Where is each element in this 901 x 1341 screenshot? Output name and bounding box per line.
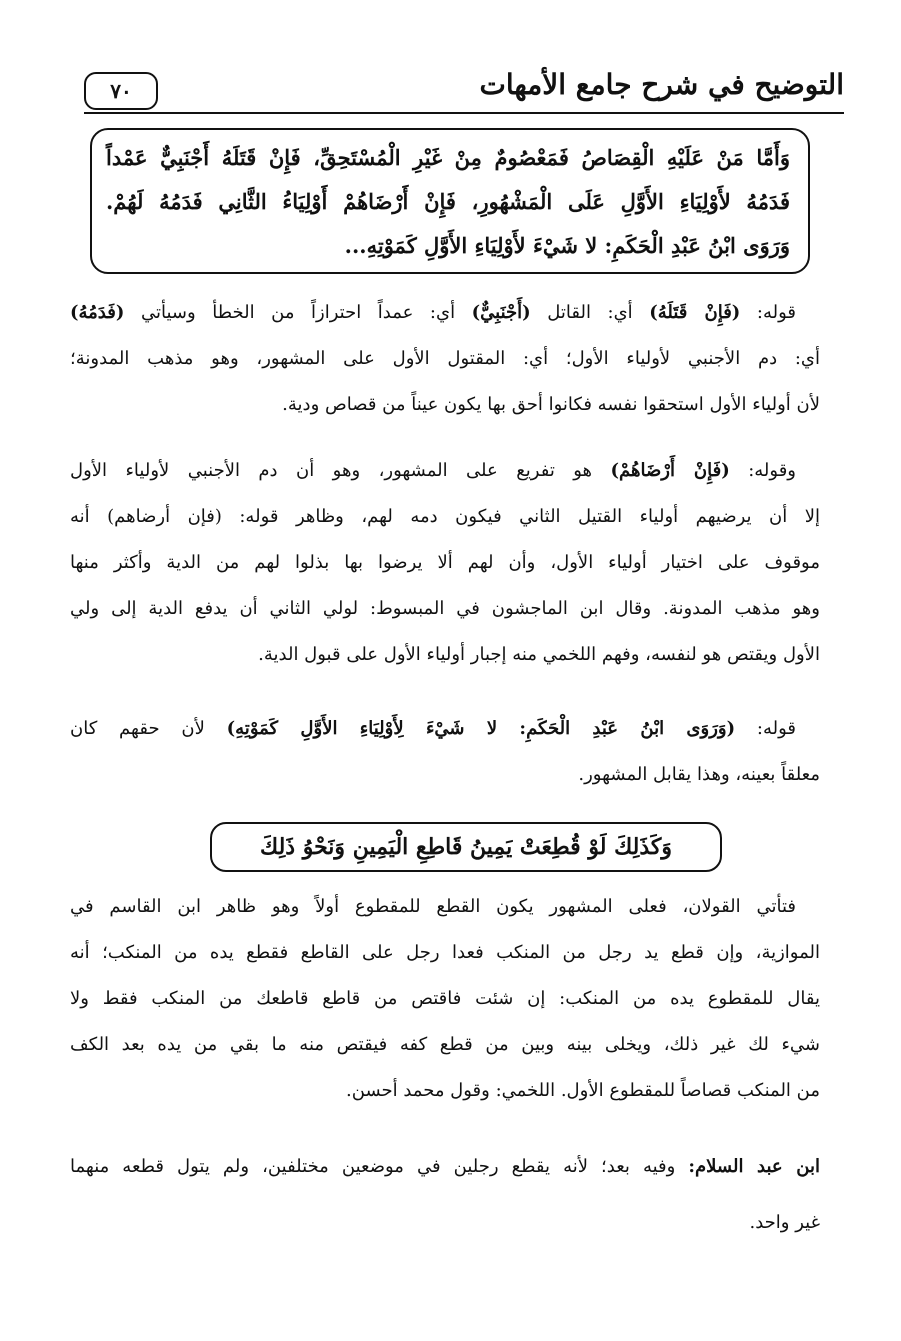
sub-heading-box: وَكَذَلِكَ لَوْ قُطِعَتْ يَمِينُ قَاطِعِ الْيَمِينِ وَنَحْوُ ذَلِكَ (210, 822, 722, 872)
commentary-paragraph-5 (70, 1144, 820, 1246)
text-run: وفيه بعد؛ لأنه يقطع رجلين في موضعين مختلفين، ولم يتول قطعه منهما (70, 1156, 689, 1177)
commentary-paragraph-4 (70, 884, 820, 1114)
paragraph-line: إلا أن يرضيهم أولياء القتيل الثاني فيكون دمه لهم، وظاهر قوله: (فإن أرضاهم) أنه (70, 506, 820, 527)
quoted-term: (فَإِنْ أَرْضَاهُمْ) (610, 460, 730, 481)
text-run: أي: عمداً احترازاً من الخطأ وسيأتي (124, 302, 472, 323)
main-text-line: وَرَوَى ابْنُ عَبْدِ الْحَكَمِ: لا شَيْءَ لأَوْلِيَاءِ الأَوَّلِ كَمَوْتِهِ... (344, 233, 790, 258)
paragraph-line: معلقاً بعينه، وهذا يقابل المشهور. (578, 764, 820, 785)
paragraph-line (70, 706, 820, 752)
main-text-line: وَأَمَّا مَنْ عَلَيْهِ الْقِصَاصُ فَمَعْصُومٌ مِنْ غَيْرِ الْمُسْتَحِقِّ، فَإِنْ قَتَلَهُ أَجْنَبِيٌّ عَمْداً (106, 145, 790, 170)
quoted-term: (فَإِنْ قَتَلَهُ) (649, 302, 741, 323)
main-text-line: فَدَمُهُ لأَوْلِيَاءِ الأَوَّلِ عَلَى الْمَشْهُورِ، فَإِنْ أَرْضَاهُمْ أَوْلِيَاءُ الثَّانِي فَدَمُهُ لَهُمْ. (106, 189, 790, 214)
paragraph-line: لأن أولياء الأول استحقوا نفسه فكانوا أحق بها يكون عيناً من قصاص ودية. (282, 394, 820, 415)
paragraph-line: موقوف على اختيار أولياء الأول، وأن لهم ألا يرضوا بها بذلوا لهم من الدية وأكثر منها (70, 552, 820, 573)
paragraph-line: يقال للمقطوع يده من المنكب: إن شئت فاقتص من قاطع قاطعك من المنكب فقط ولا (70, 988, 820, 1009)
quoted-term: (وَرَوَى ابْنُ عَبْدِ الْحَكَمِ: لا شَيْءَ لِأَوْلِيَاءِ الأَوَّلِ كَمَوْتِهِ) (226, 718, 736, 739)
commentary-paragraph-1 (70, 290, 820, 428)
paragraph-line (70, 448, 820, 494)
text-run: قوله: (735, 718, 796, 739)
text-run: قوله: (740, 302, 796, 323)
paragraph-line (70, 1144, 820, 1190)
quoted-term: (فَدَمُهُ) (70, 302, 125, 323)
page-header (84, 62, 844, 112)
paragraph-line: غير واحد. (749, 1212, 820, 1233)
paragraph-line: أي: دم الأجنبي لأولياء الأول؛ أي: المقتول الأول على المشهور، وهو مذهب المدونة؛ (70, 348, 820, 369)
text-run: وقوله: (729, 460, 796, 481)
commentary-paragraph-2 (70, 448, 820, 678)
paragraph-line: الموازية، وإن قطع يد رجل من المنكب فعدا رجل على القاطع فقطع يده من المنكب؛ أنه (70, 942, 820, 963)
header-divider (84, 112, 844, 114)
main-text-box (90, 128, 810, 274)
book-title: التوضيح في شرح جامع الأمهات (479, 68, 844, 101)
text-run: هو تفريع على المشهور، وهو أن دم الأجنبي لأولياء الأول (70, 460, 611, 481)
quoted-term: (أَجْنَبِيٌّ) (471, 302, 531, 323)
paragraph-line (70, 290, 820, 336)
paragraph-line: شيء لك غير ذلك، ويخلى بينه وبين من قطع كفه فيقتص منه ما بقي من يده بعد الكف (70, 1034, 820, 1055)
text-run: لأن حقهم كان (70, 718, 227, 739)
paragraph-line: فتأتي القولان، فعلى المشهور يكون القطع للمقطوع أولاً وهو ظاهر ابن القاسم في (70, 896, 796, 917)
page-number: ٧٠ (84, 72, 158, 110)
paragraph-line: من المنكب قصاصاً للمقطوع الأول. اللخمي: وقول محمد أحسن. (346, 1080, 820, 1101)
text-run: أي: القاتل (530, 302, 650, 323)
commentary-paragraph-3 (70, 706, 820, 798)
paragraph-line: وهو مذهب المدونة. وقال ابن الماجشون في المبسوط: لولي الثاني أن يدفع الدية إلى ولي (70, 598, 820, 619)
cited-scholar: ابن عبد السلام: (688, 1156, 820, 1177)
paragraph-line: الأول ويقتص هو لنفسه، وفهم اللخمي منه إجبار أولياء الأول على قبول الدية. (258, 644, 820, 665)
